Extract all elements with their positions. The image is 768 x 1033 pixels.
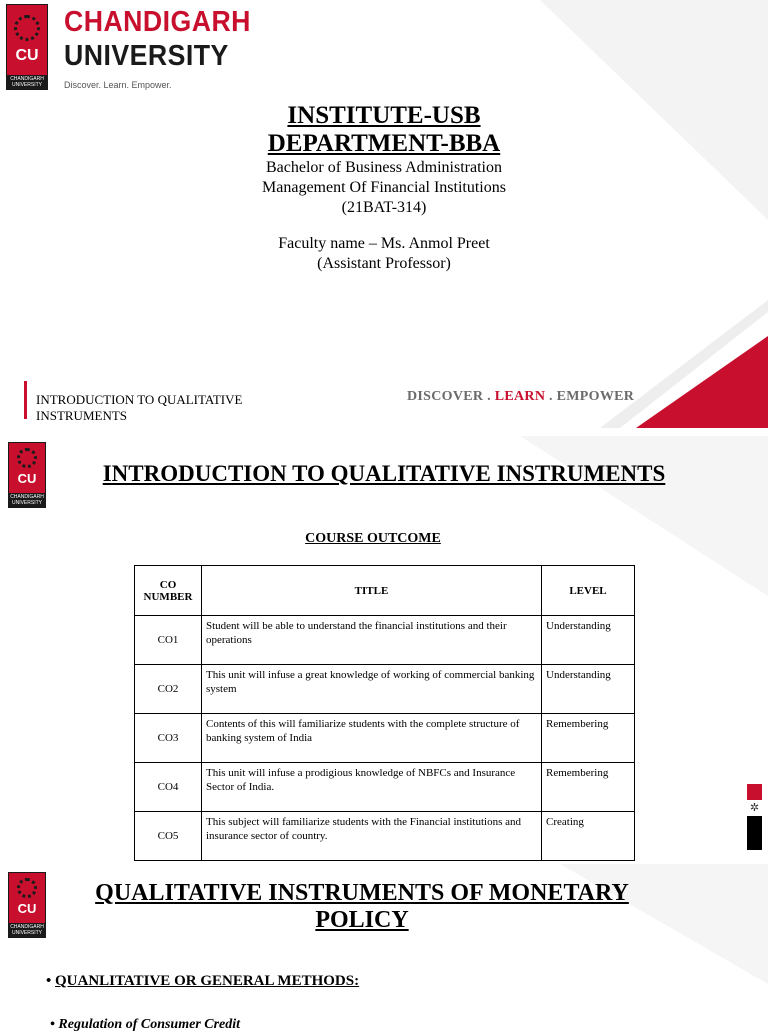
brand-name-line2: UNIVERSITY (64, 40, 229, 72)
logo-initials: CU (17, 471, 37, 486)
co-number-cell: CO3 (135, 714, 202, 763)
table-row (135, 812, 635, 861)
slide-title (0, 880, 724, 934)
red-tab-button[interactable] (747, 784, 762, 800)
co-number-cell: CO2 (135, 665, 202, 714)
column-header-level: LEVEL (542, 566, 635, 616)
co-level-cell: Understanding (542, 616, 635, 665)
table-heading: COURSE OUTCOME (305, 531, 441, 546)
table-row (135, 665, 635, 714)
program-name: Bachelor of Business Administration (266, 159, 502, 176)
slide-title: INTRODUCTION TO QUALITATIVE INSTRUMENTS (102, 461, 666, 486)
co-level-cell: Creating (542, 812, 635, 861)
co-level-cell: Understanding (542, 665, 635, 714)
co-title-cell: This unit will infuse a prodigious knowledge of NBFCs and Insurance Sector of India. (202, 763, 542, 812)
brand-name-line1: CHANDIGARH (64, 6, 251, 38)
logo-initials: CU (17, 901, 37, 916)
co-title-cell: Student will be able to understand the financial institutions and their operations (202, 616, 542, 665)
motto (407, 389, 634, 405)
co-title-cell: This unit will infuse a great knowledge of working of commercial banking system (202, 665, 542, 714)
monetary-policy-slide (0, 864, 768, 1032)
bullet-item-sub: • Regulation of Consumer Credit (50, 1017, 241, 1032)
footer-topic-title: INTRODUCTION TO QUALITATIVE INSTRUMENTS (36, 392, 243, 423)
bullet-text: QUANLITATIVE OR GENERAL METHODS: (55, 973, 360, 989)
table-row (135, 714, 635, 763)
gear-icon[interactable]: ✲ (749, 802, 760, 814)
slide-title-line1: QUALITATIVE INSTRUMENTS OF MONETARY (95, 880, 629, 906)
motto-learn: LEARN (494, 389, 546, 404)
course-code: (21BAT-314) (341, 199, 427, 216)
co-number-cell: CO5 (135, 812, 202, 861)
column-header-title: TITLE (202, 566, 542, 616)
logo-initials: CU (15, 47, 39, 64)
table-row (135, 763, 635, 812)
column-header-co-number: CO NUMBER (135, 566, 202, 616)
co-level-cell: Remembering (542, 714, 635, 763)
brand-tagline: Discover. Learn. Empower. (64, 80, 172, 90)
co-number-cell: CO4 (135, 763, 202, 812)
motto-empower: . EMPOWER (545, 389, 635, 404)
bullet-text: Regulation of Consumer Credit (58, 1017, 241, 1032)
title-slide (0, 0, 768, 432)
black-tab-button[interactable] (747, 816, 762, 850)
co-title-cell: Contents of this will familiarize students with the complete structure of banking system of India (202, 714, 542, 763)
course-outcome-slide (0, 436, 768, 860)
department-heading: DEPARTMENT-BBA (267, 130, 501, 157)
gear-logo-icon (14, 15, 40, 41)
footer-accent-bar (24, 381, 27, 419)
logo-caption: CHANDIGARH UNIVERSITY (10, 494, 44, 506)
faculty-designation: (Assistant Professor) (317, 255, 451, 272)
logo-caption: CHANDIGARH UNIVERSITY (10, 924, 44, 936)
course-outcome-table (134, 565, 635, 861)
faculty-name: Faculty name – Ms. Anmol Preet (278, 235, 490, 252)
course-name: Management Of Financial Institutions (262, 179, 506, 196)
title-block (0, 102, 768, 274)
logo-caption: CHANDIGARH UNIVERSITY (7, 75, 47, 89)
institute-heading: INSTITUTE-USB (287, 102, 481, 129)
slide-title-line2: POLICY (315, 907, 409, 933)
table-row (135, 616, 635, 665)
co-number-cell: CO1 (135, 616, 202, 665)
co-level-cell: Remembering (542, 763, 635, 812)
side-toolbar (747, 784, 762, 850)
table-header-row (135, 566, 635, 616)
bullet-item: • QUANLITATIVE OR GENERAL METHODS: (46, 973, 360, 989)
motto-discover: DISCOVER . (407, 389, 495, 404)
co-title-cell: This subject will familiarize students with the Financial institutions and insurance sector of country. (202, 812, 542, 861)
university-logo (6, 4, 48, 90)
